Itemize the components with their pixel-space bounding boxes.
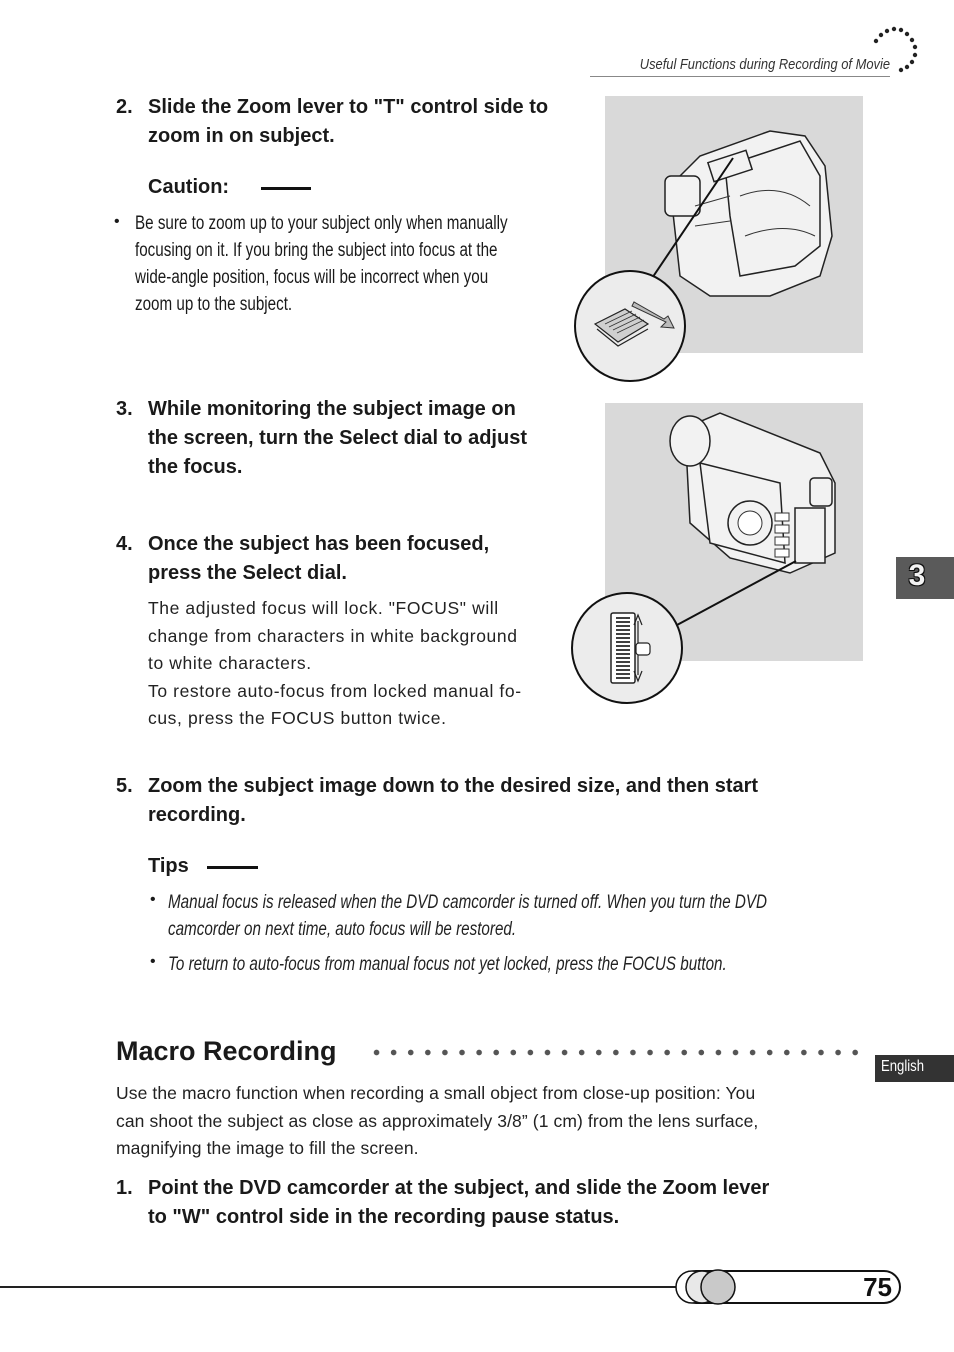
step-2-text: Slide the Zoom lever to "T" control side to zoom in on subject. [148, 96, 549, 147]
caution-line: Be sure to zoom up to your subject only when manually [135, 213, 508, 234]
caution-bullet: • [114, 213, 120, 230]
step-3-line: While monitoring the subject image on [148, 398, 516, 420]
step-5-line: recording. [148, 804, 246, 826]
body-line: to white characters. [148, 653, 312, 673]
body-line: Use the macro function when recording a small object from close-up position: You [116, 1083, 756, 1103]
macro-step-1-number: 1. [116, 1177, 133, 1199]
caution-line: wide-angle position, focus will be incorrect when you [135, 267, 489, 288]
macro-step-1-line: Point the DVD camcorder at the subject, and slide the Zoom lever [148, 1177, 770, 1199]
macro-heading: Macro Recording [116, 1036, 337, 1066]
step-3-line: the focus. [148, 456, 243, 478]
tip-item [168, 889, 767, 943]
step-4 [116, 530, 586, 588]
dotted-arc-icon [866, 24, 924, 76]
step-4-line: Once the subject has been focused, [148, 533, 490, 555]
body-line: can shoot the subject as close as approximately 3/8” (1 cm) from the lens surface, [116, 1110, 759, 1131]
step-2 [116, 93, 586, 151]
tip-bullet: • [150, 891, 156, 908]
step-3-line: the screen, turn the Select dial to adjust [148, 427, 527, 449]
body-line: cus, press the FOCUS button twice. [148, 708, 447, 728]
tips-rule [207, 866, 258, 869]
caution-rule [261, 187, 311, 190]
step-4-number: 4. [116, 533, 133, 555]
tips-label: Tips [148, 855, 189, 877]
step-2-number: 2. [116, 96, 133, 118]
step-5 [116, 772, 876, 830]
header-rule [590, 76, 890, 77]
caution-label: Caution: [148, 176, 230, 198]
tip-line: camcorder on next time, auto focus will be restored. [168, 919, 517, 940]
camcorder-zoom-illustration [570, 96, 870, 386]
step-3-number: 3. [116, 398, 133, 420]
body-line: change from characters in white background [148, 625, 518, 646]
chapter-tab [896, 557, 954, 599]
body-line: To restore auto-focus from locked manual fo- [148, 680, 522, 701]
caution-line: zoom up to the subject. [135, 294, 293, 315]
step-3 [116, 395, 596, 482]
tip-line: Manual focus is released when the DVD camcorder is turned off. When you turn the DVD [168, 892, 767, 913]
tip-line: To return to auto-focus from manual focus not yet locked, press the FOCUS button. [168, 954, 727, 975]
step-5-line: Zoom the subject image down to the desired size, and then start [148, 775, 759, 797]
step-4-body [148, 595, 568, 733]
body-line: magnifying the image to fill the screen. [116, 1138, 419, 1158]
body-line: The adjusted focus will lock. "FOCUS" will [148, 598, 499, 618]
language-label: English [881, 1058, 925, 1075]
chapter-number: 3 [908, 559, 926, 592]
step-4-line: press the Select dial. [148, 562, 347, 584]
heading-dotted-rule [368, 1049, 863, 1056]
page-number: 75 [863, 1272, 892, 1302]
footer-rule [0, 1286, 700, 1288]
camcorder-dial-illustration [570, 403, 870, 713]
tip-item [168, 951, 727, 978]
macro-step-1 [116, 1174, 876, 1232]
macro-intro [116, 1080, 876, 1163]
macro-step-1-line: to "W" control side in the recording pause status. [148, 1206, 620, 1228]
section-header: Useful Functions during Recording of Movie [639, 56, 890, 73]
language-tab [875, 1055, 954, 1082]
step-5-number: 5. [116, 775, 133, 797]
tip-bullet: • [150, 953, 156, 970]
caution-line: focusing on it. If you bring the subject into focus at the [135, 240, 498, 261]
caution-text [135, 210, 508, 318]
